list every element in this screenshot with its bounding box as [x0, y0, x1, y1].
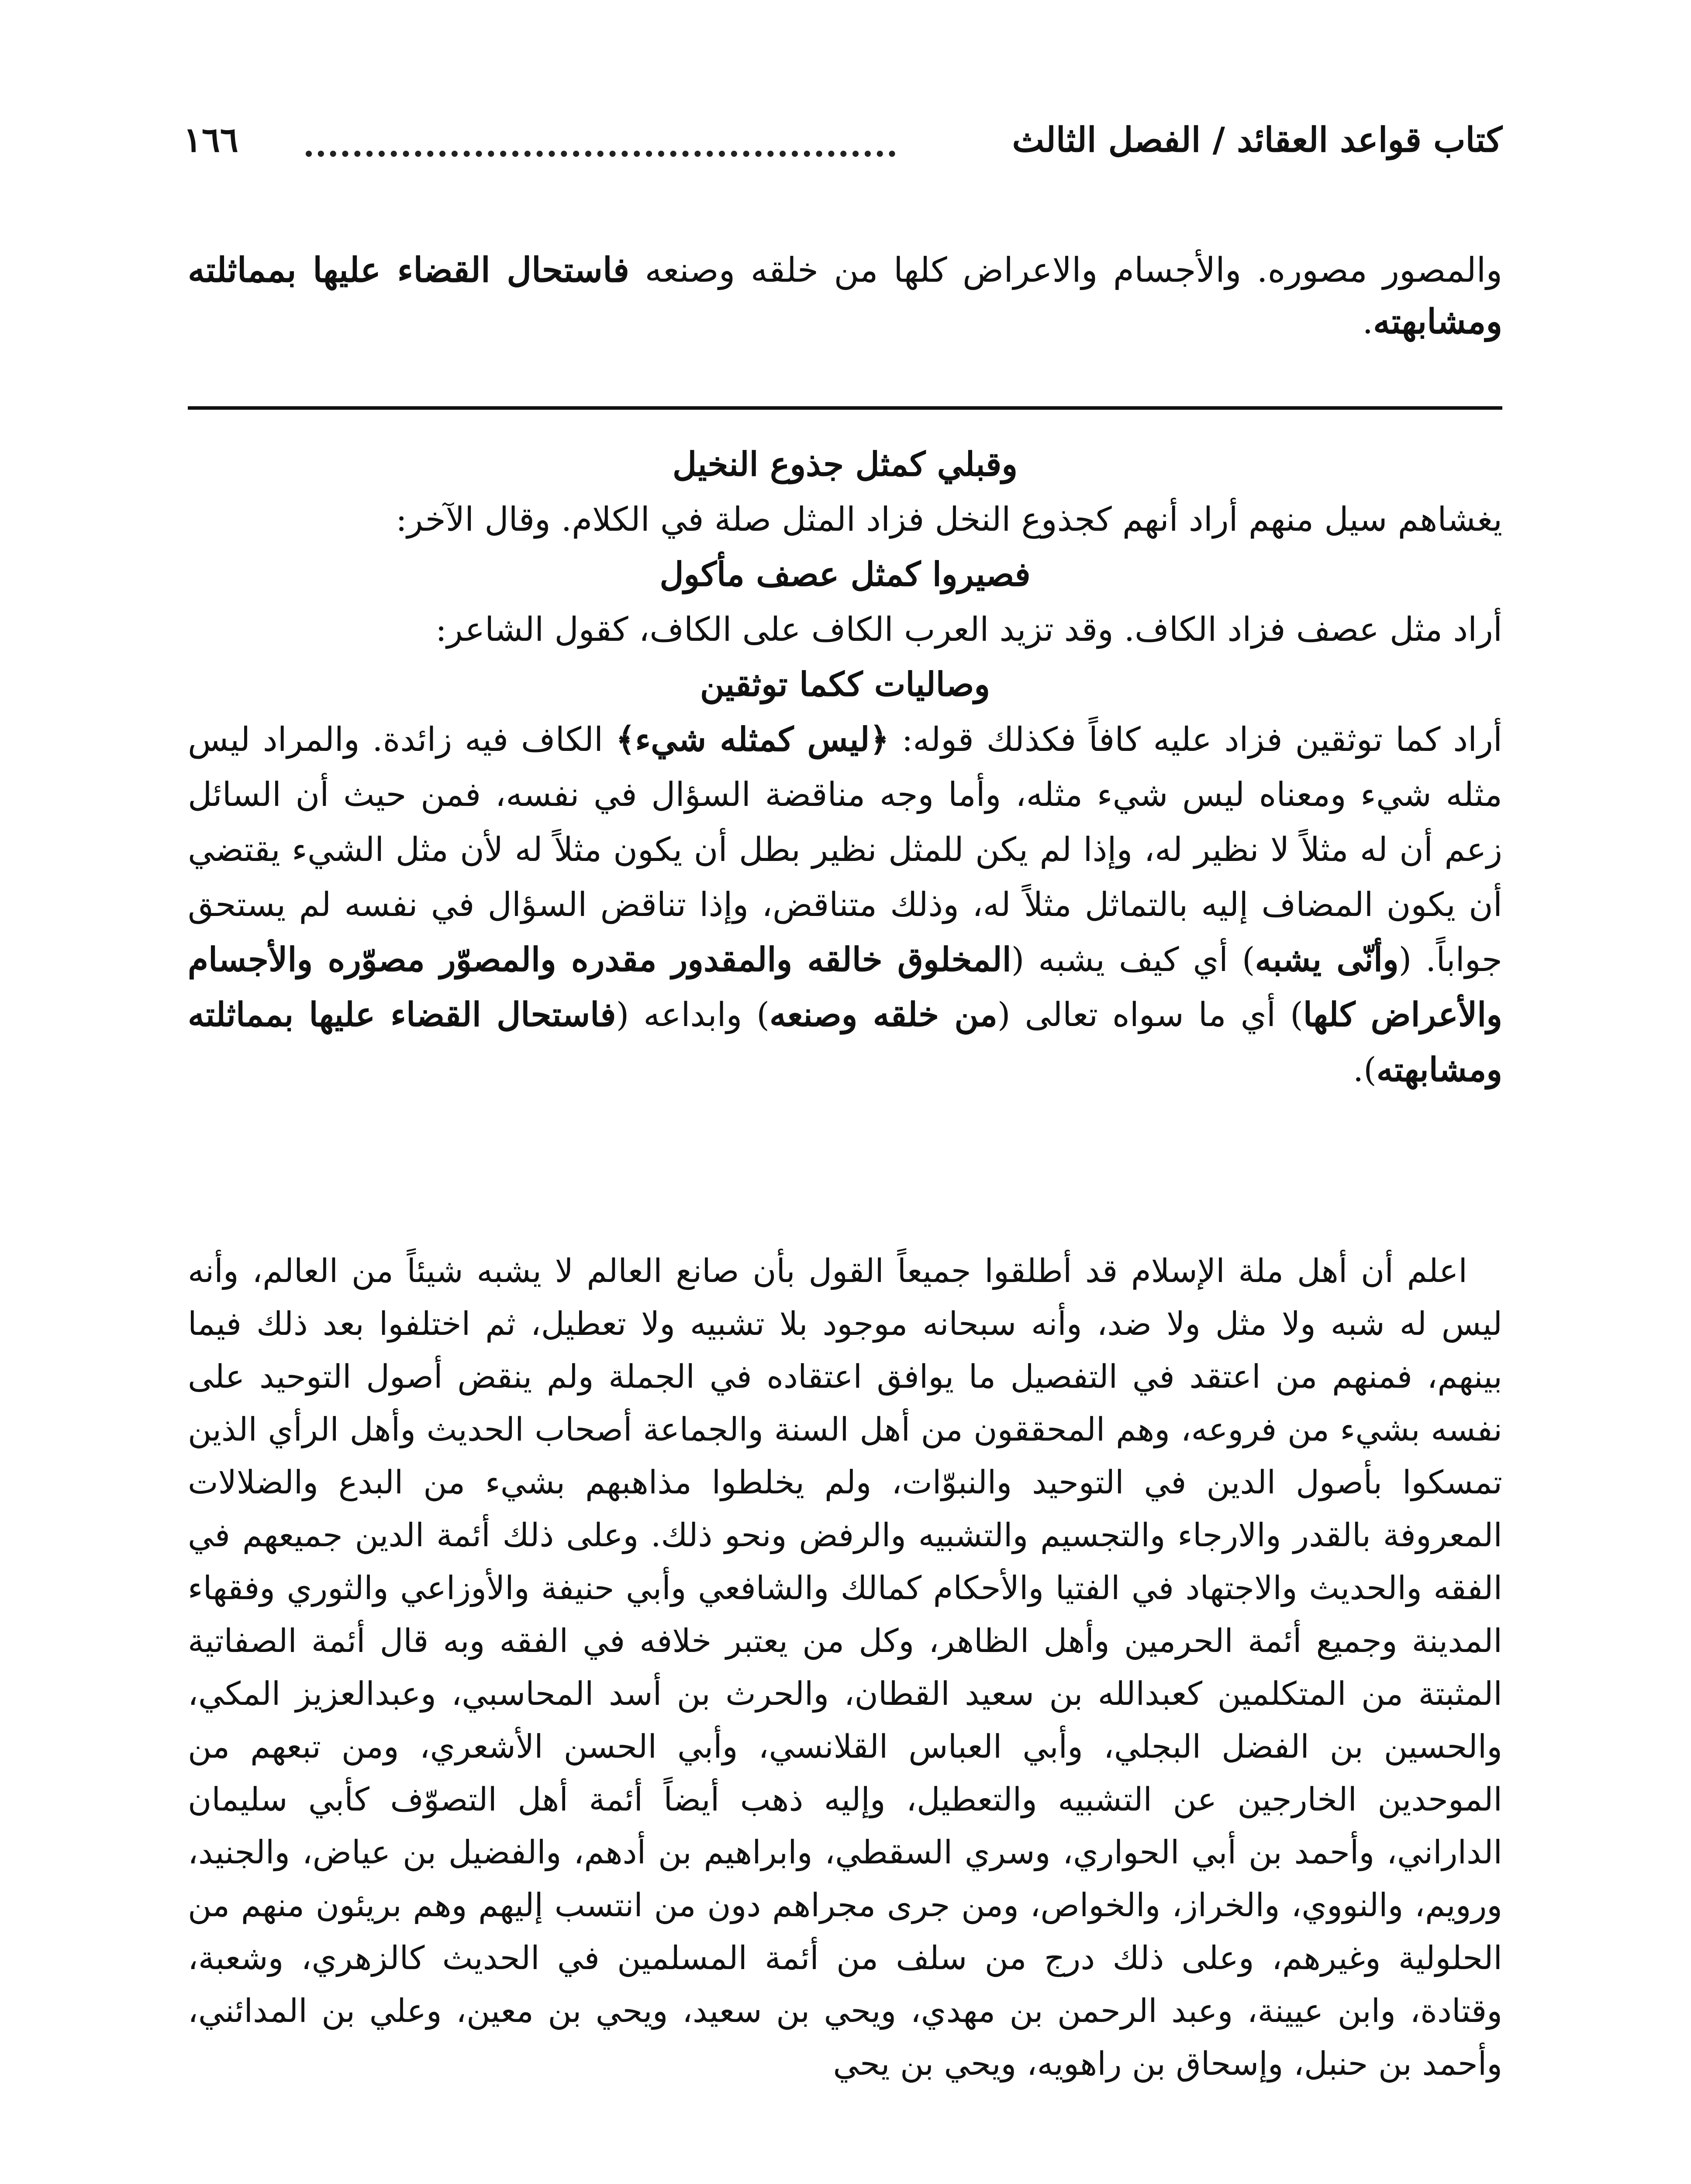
- commentary-line-2: أراد مثل عصف فزاد الكاف. وقد تزيد العرب الكاف على الكاف، كقول الشاعر:: [435, 610, 1502, 649]
- commentary-bold-1: وأنّى يشبه: [1255, 940, 1399, 979]
- quran-quote: ﴿ليس كمثله شيء﴾: [615, 720, 889, 759]
- commentary-bold-3: من خلقه وصنعه: [769, 995, 997, 1034]
- leader-dots: [306, 151, 895, 157]
- body-section: [188, 1245, 1502, 2091]
- verse-3: وصاليات ككما توثقين: [700, 665, 990, 704]
- top-paragraph-end: .: [1362, 302, 1374, 342]
- commentary-text-b: الكاف فيه زائدة. والمراد ليس مثله شيء ومعناه ليس شيء مثله، وأما وجه مناقضة السؤال في نفسه، فمن حيث أن السائل زعم أن له مثلاً لا نظير له، وإذا لم يكن للمثل نظير بطل أن يكون مثلاً له لأن مثل الشيء يقتضي أن يكون المضاف إليه بالتماثل مثلاً له، وذلك متناقض، وإذا تناقض السؤال في نفسه لم يستحق جواباً. (: [188, 720, 1503, 979]
- commentary-text-f: ).: [1353, 1050, 1377, 1089]
- commentary-text-c: ) أي كيف يشبه (: [1011, 940, 1255, 979]
- top-paragraph-text: والمصور مصوره. والأجسام والاعراض كلها من خلقه وصنعه: [629, 251, 1503, 290]
- top-paragraph: [188, 245, 1502, 348]
- commentary-text-a: أراد كما توثقين فزاد عليه كافاً فكذلك قوله:: [889, 720, 1502, 759]
- top-paragraph-bold: فاستحال القضاء عليها بمماثلته ومشابهته: [188, 250, 1502, 342]
- page-header: [183, 111, 1502, 186]
- commentary-bold-2: المخلوق خالقه والمقدور مقدره والمصوّر مصوّره والأجسام والأعراض كلها: [188, 940, 1503, 1034]
- commentary-paragraph: [188, 712, 1502, 1097]
- running-title: كتاب قواعد العقائد / الفصل الثالث: [1012, 120, 1502, 160]
- separator-rule: [188, 406, 1502, 410]
- commentary-bold-4: فاستحال القضاء عليها بمماثلته ومشابهته: [188, 995, 1502, 1089]
- commentary-line-1: يغشاهم سيل منهم أراد أنهم كجذوع النخل فزاد المثل صلة في الكلام. وقال الآخر:: [396, 500, 1502, 539]
- body-paragraph: اعلم أن أهل ملة الإسلام قد أطلقوا جميعاً القول بأن صانع العالم لا يشبه شيئاً من العالم، وأنه ليس له شبه ولا مثل ولا ضد، وأنه سبحانه موجود بلا تشبيه ولا تعطيل، ثم اختلفوا بعد ذلك فيما بينهم، فمنهم من اعتقد في التفصيل ما يوافق اعتقاده في الجملة ولم ينقض أصول التوحيد على نفسه بشيء من فروعه، وهم المحققون من أهل السنة والجماعة أصحاب الحديث وأهل الرأي الذين تمسكوا بأصول الدين في التوحيد والنبوّات، ولم يخلطوا مذاهبهم بشيء من البدع والضلالات المعروفة بالقدر والارجاء والتجسيم والتشبيه والرفض ونحو ذلك. وعلى ذلك أئمة الدين جميعهم في الفقه والحديث والاجتهاد في الفتيا والأحكام كمالك والشافعي وأبي حنيفة والأوزاعي والثوري وفقهاء المدينة وجميع أئمة الحرمين وأهل الظاهر، وكل من يعتبر خلافه في الفقه وبه قال أئمة الصفاتية المثبتة من المتكلمين كعبدالله بن سعيد القطان، والحرث بن أسد المحاسبي، وعبدالعزيز المكي، والحسين بن الفضل البجلي، وأبي العباس القلانسي، وأبي الحسن الأشعري، ومن تبعهم من الموحدين الخارجين عن التشبيه والتعطيل، وإليه ذهب أيضاً أئمة أهل التصوّف كأبي سليمان الداراني، وأحمد بن أبي الحواري، وسري السقطي، وابراهيم بن أدهم، والفضيل بن عياض، والجنيد، ورويم، والنووي، والخراز، والخواص، ومن جرى مجراهم دون من انتسب إليهم وهم بريئون منهم من الحلولية وغيرهم، وعلى ذلك درج من سلف من أئمة المسلمين في الحديث كالزهري، وشعبة، وقتادة، وابن عيينة، وعبد الرحمن بن مهدي، ويحي بن سعيد، ويحي بن معين، وعلي بن المدائني، وأحمد بن حنبل، وإسحاق بن راهويه، ويحي بن يحي: [188, 1252, 1502, 2083]
- commentary-text-e: ) وابداعه (: [616, 995, 770, 1034]
- verse-1: وقبلي كمثل جذوع النخيل: [672, 445, 1018, 484]
- page-number: ١٦٦: [183, 120, 238, 160]
- verse-2: فصيروا كمثل عصف مأكول: [659, 555, 1031, 594]
- commentary-text-d: ) أي ما سواه تعالى (: [997, 995, 1303, 1034]
- commentary-section: [188, 437, 1502, 1097]
